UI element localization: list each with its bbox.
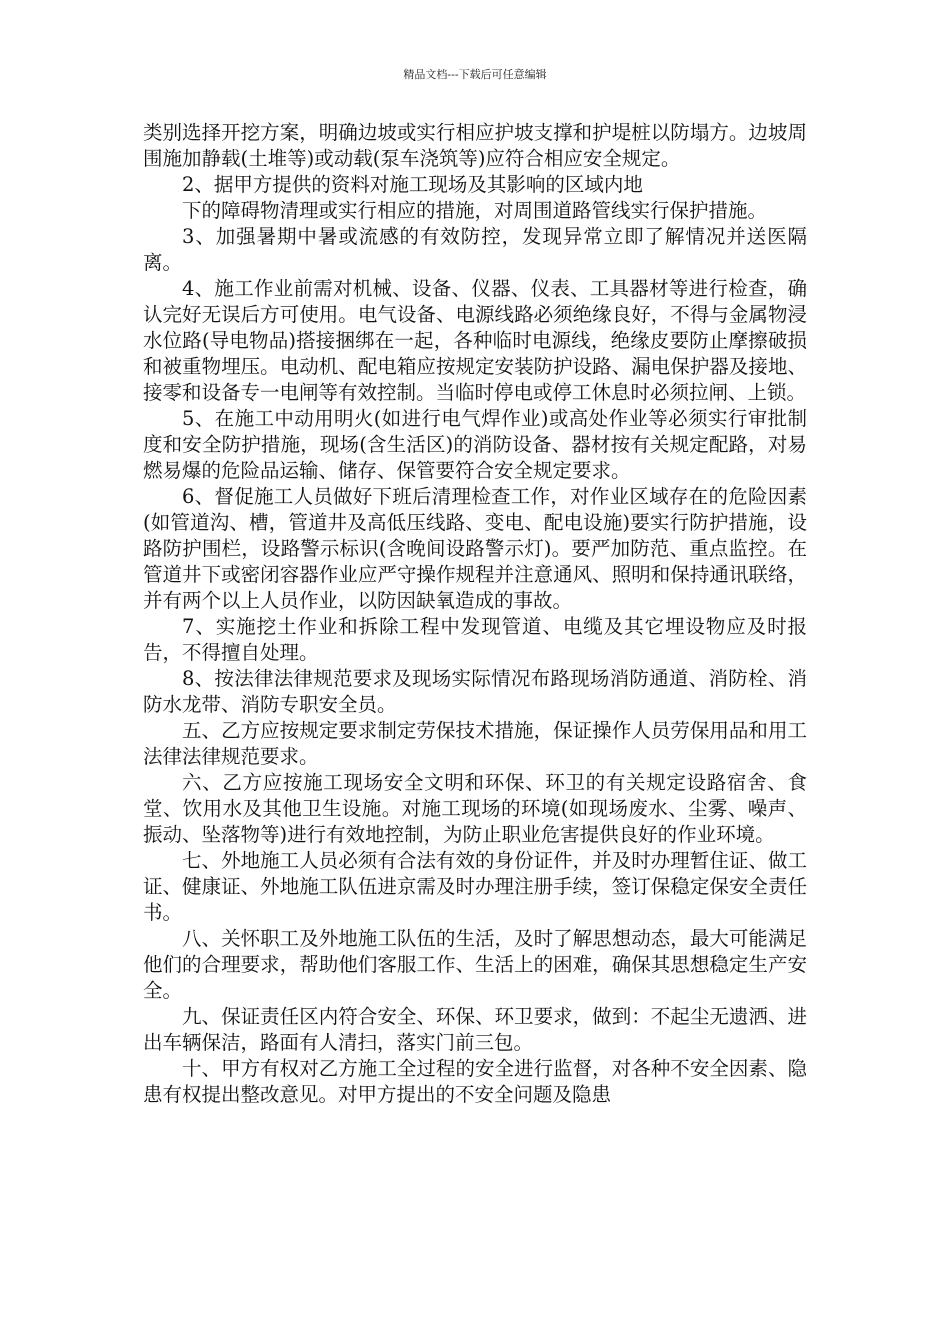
paragraph: 九、保证责任区内符合安全、环保、环卫要求，做到：不起尘无遗洒、进出车辆保洁，路面有人清扫，落实门前三包。 <box>143 1005 807 1054</box>
paragraph: 5、在施工中动用明火(如进行电气焊作业)或高处作业等必须实行审批制度和安全防护措施，现场(含生活区)的消防设备、器材按有关规定配路，对易燃易爆的危险品运输、储存、保管要符合安全规定要求。 <box>143 407 807 482</box>
paragraph: 3、加强暑期中暑或流感的有效防控，发现异常立即了解情况并送医隔离。 <box>143 225 807 274</box>
paragraph: 8、按法律法律规范要求及现场实际情况布路现场消防通道、消防栓、消防水龙带、消防专职安全员。 <box>143 667 807 716</box>
paragraph: 类别选择开挖方案，明确边坡或实行相应护坡支撑和护堤桩以防塌方。边坡周围施加静载(土堆等)或动载(泵车浇筑等)应符合相应安全规定。 <box>143 121 807 170</box>
paragraph: 六、乙方应按施工现场安全文明和环保、环卫的有关规定设路宿舍、食堂、饮用水及其他卫生设施。对施工现场的环境(如现场废水、尘雾、噪声、振动、坠落物等)进行有效地控制，为防止职业危害提供良好的作业环境。 <box>143 771 807 846</box>
paragraph: 2、据甲方提供的资料对施工现场及其影响的区域内地 <box>182 173 643 196</box>
paragraph: 7、实施挖土作业和拆除工程中发现管道、电缆及其它埋设物应及时报告，不得擅自处理。 <box>143 615 807 664</box>
paragraph: 十、甲方有权对乙方施工全过程的安全进行监督，对各种不安全因素、隐患有权提出整改意见。对甲方提出的不安全问题及隐患 <box>143 1057 807 1106</box>
paragraph: 下的障碍物清理或实行相应的措施，对周围道路管线实行保护措施。 <box>182 199 768 222</box>
document-body <box>143 120 807 1108</box>
paragraph: 4、施工作业前需对机械、设备、仪器、仪表、工具器材等进行检查，确认完好无误后方可使用。电气设备、电源线路必须绝缘良好，不得与金属物浸水位路(导电物品)搭接捆绑在一起，各种临时电源线，绝缘皮要防止摩擦破损和被重物埋压。电动机、配电箱应按规定安装防护设路、漏电保护器及接地、接零和设备专一电闸等有效控制。当临时停电或停工休息时必须拉闸、上锁。 <box>143 277 807 404</box>
paragraph: 五、乙方应按规定要求制定劳保技术措施，保证操作人员劳保用品和用工法律法律规范要求。 <box>143 719 807 768</box>
paragraph: 6、督促施工人员做好下班后清理检查工作，对作业区域存在的危险因素(如管道沟、槽，管道井及高低压线路、变电、配电设施)要实行防护措施，设路防护围栏，设路警示标识(含晚间设路警示灯)。要严加防范、重点监控。在管道井下或密闭容器作业应严守操作规程并注意通风、照明和保持通讯联络，并有两个以上人员作业，以防因缺氧造成的事故。 <box>143 485 807 612</box>
paragraph: 七、外地施工人员必须有合法有效的身份证件，并及时办理暂住证、做工证、健康证、外地施工队伍进京需及时办理注册手续，签订保稳定保安全责任书。 <box>143 849 807 924</box>
page-header: 精品文档---下载后可任意编辑 <box>403 68 547 81</box>
paragraph: 八、关怀职工及外地施工队伍的生活，及时了解思想动态，最大可能满足他们的合理要求，帮助他们客服工作、生活上的困难，确保其思想稳定生产安全。 <box>143 927 807 1002</box>
